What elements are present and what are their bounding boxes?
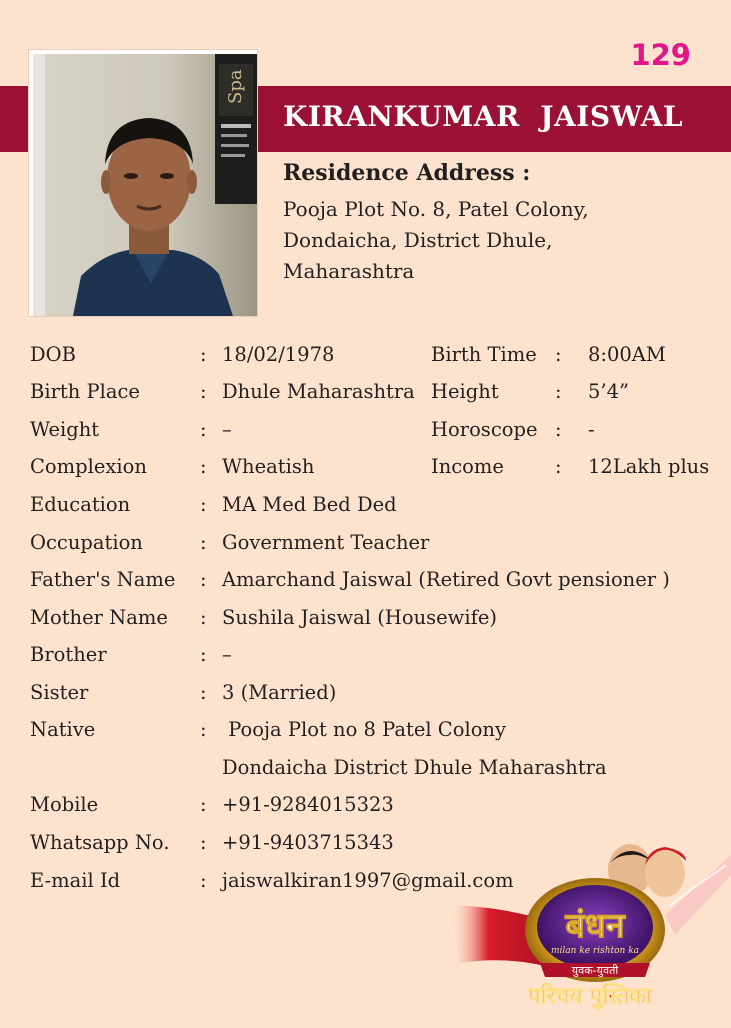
detail-label: Whatsapp No. bbox=[30, 831, 170, 854]
detail-colon: : bbox=[200, 681, 207, 704]
detail-value: Pooja Plot no 8 Patel Colony bbox=[222, 718, 507, 741]
detail-label: Birth Place bbox=[30, 380, 140, 403]
page-number: 129 bbox=[630, 38, 691, 72]
detail-colon: : bbox=[200, 455, 207, 478]
detail-value: – bbox=[222, 418, 232, 441]
profile-photo bbox=[33, 54, 257, 316]
detail-label: Income bbox=[431, 455, 504, 478]
detail-value: Sushila Jaiswal (Housewife) bbox=[222, 606, 497, 629]
address-line: Pooja Plot No. 8, Patel Colony, bbox=[283, 197, 589, 221]
detail-value: Wheatish bbox=[222, 455, 315, 478]
detail-value: 8:00AM bbox=[588, 343, 666, 366]
detail-colon: : bbox=[200, 531, 207, 554]
detail-label: Height bbox=[431, 380, 499, 403]
detail-colon: : bbox=[200, 643, 207, 666]
detail-value: +91-9284015323 bbox=[222, 793, 394, 816]
logo-tagline: milan ke rishton ka bbox=[550, 946, 640, 956]
detail-value: Government Teacher bbox=[222, 531, 430, 554]
detail-value: 12Lakh plus bbox=[588, 455, 710, 478]
detail-colon: : bbox=[200, 793, 207, 816]
svg-text:Spa: Spa bbox=[225, 69, 246, 104]
detail-value: MA Med Bed Ded bbox=[222, 493, 397, 516]
detail-label: Father's Name bbox=[30, 568, 176, 591]
detail-label: Weight bbox=[30, 418, 100, 441]
detail-label: Birth Time bbox=[431, 343, 537, 366]
detail-value: 3 (Married) bbox=[222, 681, 337, 704]
detail-colon: : bbox=[555, 380, 562, 403]
address-line: Dondaicha, District Dhule, bbox=[283, 228, 553, 252]
profile-photo-frame bbox=[29, 50, 257, 316]
address-heading: Residence Address : bbox=[283, 160, 531, 186]
detail-value: 5’4” bbox=[588, 380, 629, 403]
detail-label: Mobile bbox=[30, 793, 99, 816]
detail-label: Complexion bbox=[30, 455, 147, 478]
detail-value: 18/02/1978 bbox=[222, 343, 335, 366]
detail-colon: : bbox=[200, 343, 207, 366]
detail-value: Dondaicha District Dhule Maharashtra bbox=[222, 756, 607, 779]
bandhan-logo bbox=[450, 835, 731, 1024]
logo-ribbon-text: युवक-युवती bbox=[571, 964, 619, 977]
detail-colon: : bbox=[200, 418, 207, 441]
detail-label: Horoscope bbox=[431, 418, 538, 441]
detail-label: Mother Name bbox=[30, 606, 168, 629]
detail-value: - bbox=[588, 418, 595, 441]
detail-colon: : bbox=[200, 380, 207, 403]
candidate-name: KIRANKUMAR JAISWAL bbox=[283, 100, 684, 133]
logo-bottom-text: परिचय पुस्तिका bbox=[528, 984, 652, 1009]
detail-label: Brother bbox=[30, 643, 107, 666]
detail-value: Amarchand Jaiswal (Retired Govt pensioner ) bbox=[222, 568, 670, 591]
address-line: Maharashtra bbox=[283, 259, 415, 283]
detail-colon: : bbox=[200, 718, 207, 741]
detail-colon: : bbox=[555, 418, 562, 441]
detail-value: Dhule Maharashtra bbox=[222, 380, 415, 403]
detail-label: DOB bbox=[30, 343, 76, 366]
detail-colon: : bbox=[555, 455, 562, 478]
logo-main-text: बंधन bbox=[565, 906, 625, 946]
detail-value: – bbox=[222, 643, 232, 666]
detail-colon: : bbox=[555, 343, 562, 366]
detail-value: +91-9403715343 bbox=[222, 831, 394, 854]
detail-value: jaiswalkiran1997@gmail.com bbox=[222, 869, 514, 892]
detail-colon: : bbox=[200, 493, 207, 516]
detail-label: Occupation bbox=[30, 531, 143, 554]
detail-label: Native bbox=[30, 718, 96, 741]
detail-label: Sister bbox=[30, 681, 89, 704]
detail-label: Education bbox=[30, 493, 131, 516]
detail-colon: : bbox=[200, 568, 207, 591]
detail-colon: : bbox=[200, 869, 207, 892]
detail-colon: : bbox=[200, 606, 207, 629]
detail-label: E-mail Id bbox=[30, 869, 121, 892]
detail-colon: : bbox=[200, 831, 207, 854]
